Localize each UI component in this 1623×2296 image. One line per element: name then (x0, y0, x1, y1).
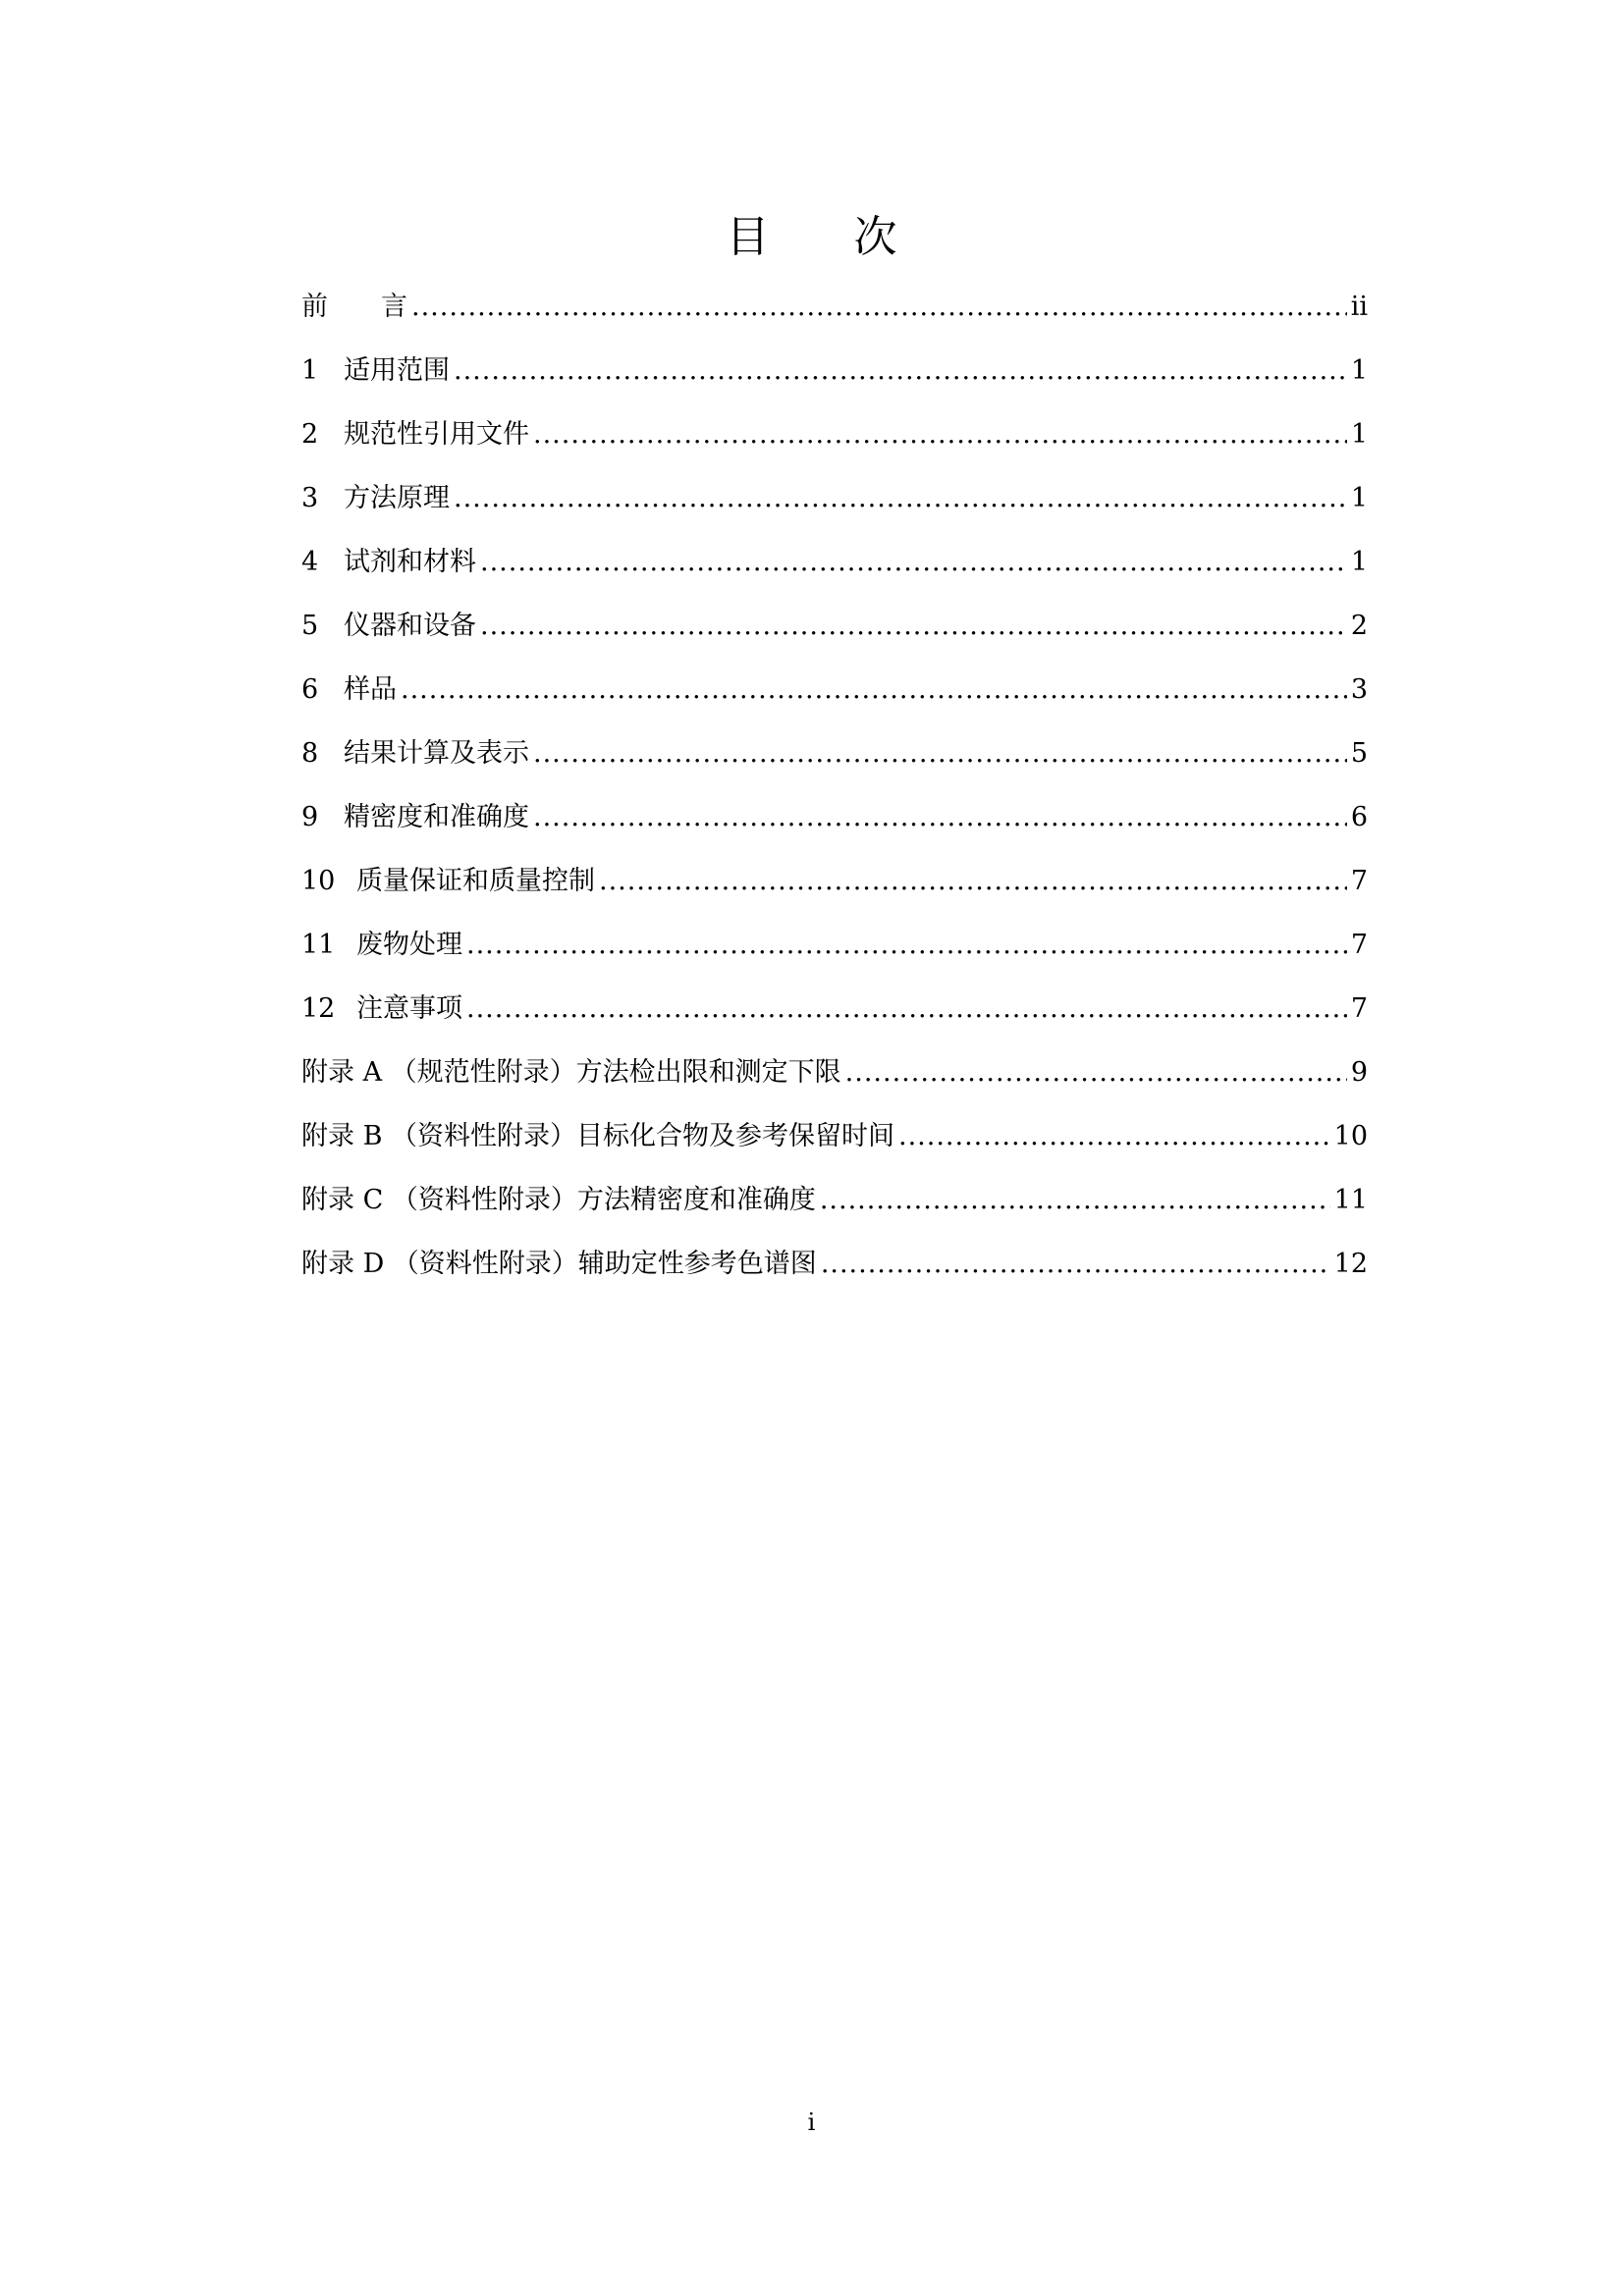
toc-entry-page: ii (1350, 292, 1368, 322)
toc-leader-dots (845, 1056, 1347, 1090)
toc-leader-dots (401, 673, 1347, 707)
toc-entry-title: 废物处理 (356, 930, 462, 960)
toc-entry-appendix-c[interactable] (301, 1184, 1368, 1248)
toc-entry-title: 方法原理 (344, 483, 450, 513)
toc-entry-title: 适用范围 (344, 355, 450, 386)
toc-leader-dots (454, 482, 1347, 515)
toc-entry-8[interactable] (301, 737, 1368, 801)
toc-entry-title: 结果计算及表示 (344, 738, 529, 769)
toc-entry-title: 精密度和准确度 (344, 802, 529, 832)
toc-entry-9[interactable] (301, 801, 1368, 865)
toc-entry-page: 9 (1350, 1057, 1368, 1088)
toc-entry-title: 样品 (344, 674, 397, 705)
toc-leader-dots (466, 992, 1347, 1026)
toc-leader-dots (533, 801, 1347, 834)
toc-entry-2[interactable] (301, 418, 1368, 482)
toc-entry-number: 4 (301, 547, 319, 577)
toc-entry-number: 9 (301, 802, 319, 832)
toc-entry-page: 12 (1333, 1249, 1368, 1279)
toc-entry-number: 5 (301, 611, 319, 641)
page-title: 目 次 (726, 212, 933, 262)
toc-entry-number: 12 (301, 993, 336, 1024)
toc-leader-dots (411, 291, 1347, 324)
toc-entry-title: 附录 B （资料性附录）目标化合物及参考保留时间 (301, 1121, 895, 1151)
toc-entry-appendix-a[interactable] (301, 1056, 1368, 1120)
toc-entry-page: 7 (1350, 993, 1368, 1024)
toc-leader-dots (820, 1184, 1330, 1217)
toc-entry-page: 3 (1350, 674, 1368, 705)
toc-leader-dots (533, 737, 1347, 771)
toc-entry-page: 1 (1350, 419, 1368, 450)
toc-entry-3[interactable] (301, 482, 1368, 546)
toc-entry-title: 附录 D （资料性附录）辅助定性参考色谱图 (301, 1249, 817, 1279)
toc-leader-dots (533, 418, 1347, 452)
toc-entry-12[interactable] (301, 992, 1368, 1056)
toc-entry-page: 1 (1350, 355, 1368, 386)
toc-entry-4[interactable] (301, 546, 1368, 610)
toc-entry-number: 11 (301, 930, 336, 960)
toc-entry-appendix-b[interactable] (301, 1120, 1368, 1184)
toc-entry-title: 前 言 (301, 292, 407, 322)
toc-entry-title: 质量保证和质量控制 (356, 866, 595, 896)
page-number: i (807, 2109, 816, 2136)
toc-entry-page: 11 (1333, 1185, 1368, 1215)
toc-entry-page: 5 (1350, 738, 1368, 769)
toc-entry-page: 7 (1350, 930, 1368, 960)
toc-entry-title: 附录 C （资料性附录）方法精密度和准确度 (301, 1185, 816, 1215)
toc-leader-dots (480, 610, 1347, 643)
toc-entry-number: 1 (301, 355, 319, 386)
toc-entry-number: 2 (301, 419, 319, 450)
toc-entry-number: 8 (301, 738, 319, 769)
toc-entry-page: 2 (1350, 611, 1368, 641)
table-of-contents (301, 291, 1368, 1311)
toc-leader-dots (821, 1248, 1330, 1281)
toc-entry-10[interactable] (301, 865, 1368, 929)
toc-entry-title: 试剂和材料 (344, 547, 476, 577)
toc-entry-5[interactable] (301, 610, 1368, 673)
toc-leader-dots (454, 354, 1347, 388)
toc-entry-11[interactable] (301, 929, 1368, 992)
toc-entry-appendix-d[interactable] (301, 1248, 1368, 1311)
toc-entry-number: 3 (301, 483, 319, 513)
toc-entry-title: 仪器和设备 (344, 611, 476, 641)
toc-entry-title: 规范性引用文件 (344, 419, 529, 450)
toc-entry-page: 7 (1350, 866, 1368, 896)
toc-entry-title: 注意事项 (356, 993, 462, 1024)
toc-leader-dots (480, 546, 1347, 579)
toc-entry-page: 10 (1333, 1121, 1368, 1151)
toc-entry-title: 附录 A （规范性附录）方法检出限和测定下限 (301, 1057, 841, 1088)
toc-entry-6[interactable] (301, 673, 1368, 737)
toc-entry-number: 10 (301, 866, 336, 896)
toc-leader-dots (599, 865, 1347, 898)
toc-entry-number: 6 (301, 674, 319, 705)
toc-entry-1[interactable] (301, 354, 1368, 418)
toc-entry-page: 1 (1350, 547, 1368, 577)
toc-leader-dots (466, 929, 1347, 962)
toc-entry-page: 6 (1350, 802, 1368, 832)
toc-leader-dots (898, 1120, 1330, 1153)
toc-entry-preface[interactable] (301, 291, 1368, 354)
toc-entry-page: 1 (1350, 483, 1368, 513)
